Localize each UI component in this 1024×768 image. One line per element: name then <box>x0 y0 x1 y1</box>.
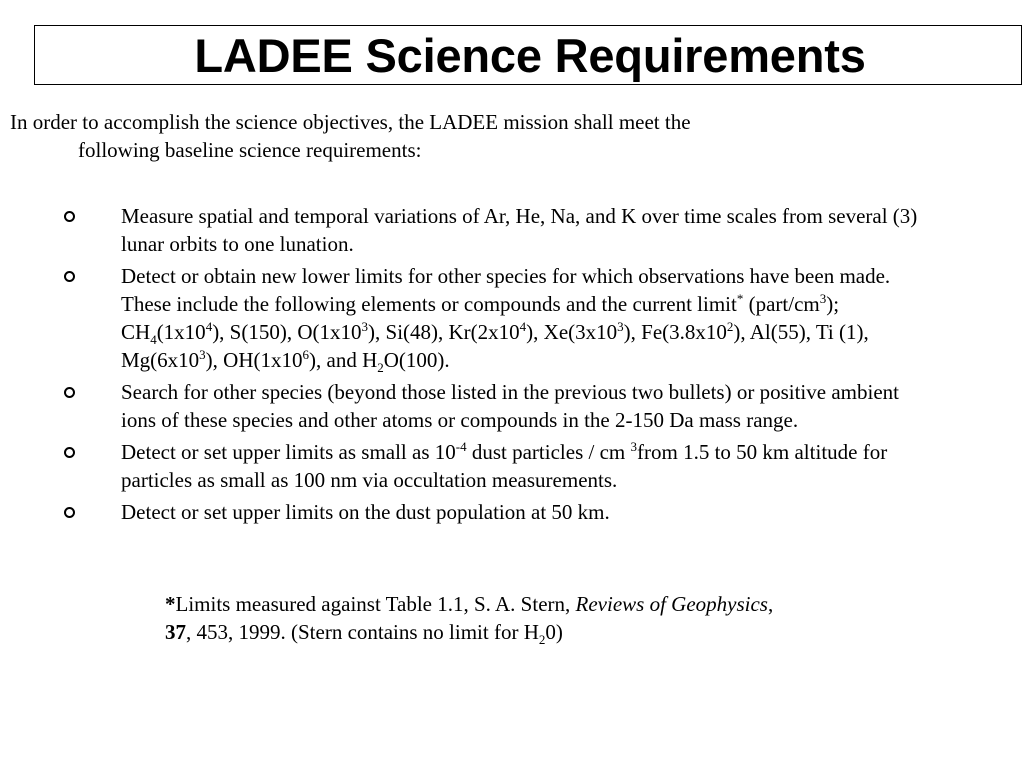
bullet-circle-icon <box>64 211 75 222</box>
intro-line-1: In order to accomplish the science objectives, the LADEE mission shall meet the <box>10 110 691 134</box>
requirement-text: Search for other species (beyond those listed in the previous two bullets) or positive ambient ions of these species and other atoms or compounds in the 2-150 Da mass range. <box>121 380 899 432</box>
requirement-item-2 <box>0 262 921 374</box>
title-box <box>34 25 1022 85</box>
bullet-circle-icon <box>64 271 75 282</box>
requirement-text: Detect or set upper limits as small as $10^{-4}$ dust particles / cm $^3$from 1.5 to 50 km altitude for particles as small as 100 nm via occultation measurements. <box>121 439 888 492</box>
footnote: *Limits measured against Table 1.1, S. A. Stern, Reviews of Geophysics, 37, 453, 1999. (Stern contains no limit for $H_20$) <box>165 592 774 647</box>
requirement-text: Detect or obtain new lower limits for other species for which observations have been made. These include the following elements or compounds and the current limit* $(part/cm^3)$; $CH_4(1x10^4)$, S(150), $O(1x10^3)$, Si(48), $Kr(2x10^4)$, $Xe(3x10^3)$, $Fe(3.8x10^2)$, Al(55), Ti (1), $Mg(6x10^3)$, $OH(1x10^6)$, and $H_2O(100)$. <box>121 264 891 375</box>
bullet-circle-icon <box>64 447 75 458</box>
requirement-item-1 <box>0 202 921 258</box>
journal-volume: 37 <box>165 620 186 644</box>
requirement-text: Measure spatial and temporal variations of Ar, He, Na, and K over time scales from several (3) lunar orbits to one lunation. <box>121 204 918 256</box>
intro-line-2: following baseline science requirements: <box>78 138 422 162</box>
requirement-item-5 <box>0 498 921 526</box>
requirement-item-4 <box>0 438 921 494</box>
journal-name: Reviews of Geophysics <box>575 592 768 616</box>
bullet-circle-icon <box>64 507 75 518</box>
footnote-asterisk: * <box>165 592 176 616</box>
intro-paragraph <box>10 108 910 164</box>
bullet-circle-icon <box>64 387 75 398</box>
requirements-list <box>0 202 1024 530</box>
slide-title: LADEE Science Requirements <box>194 28 866 82</box>
requirement-item-3 <box>0 378 921 434</box>
requirement-text: Detect or set upper limits on the dust population at 50 km. <box>121 500 610 524</box>
